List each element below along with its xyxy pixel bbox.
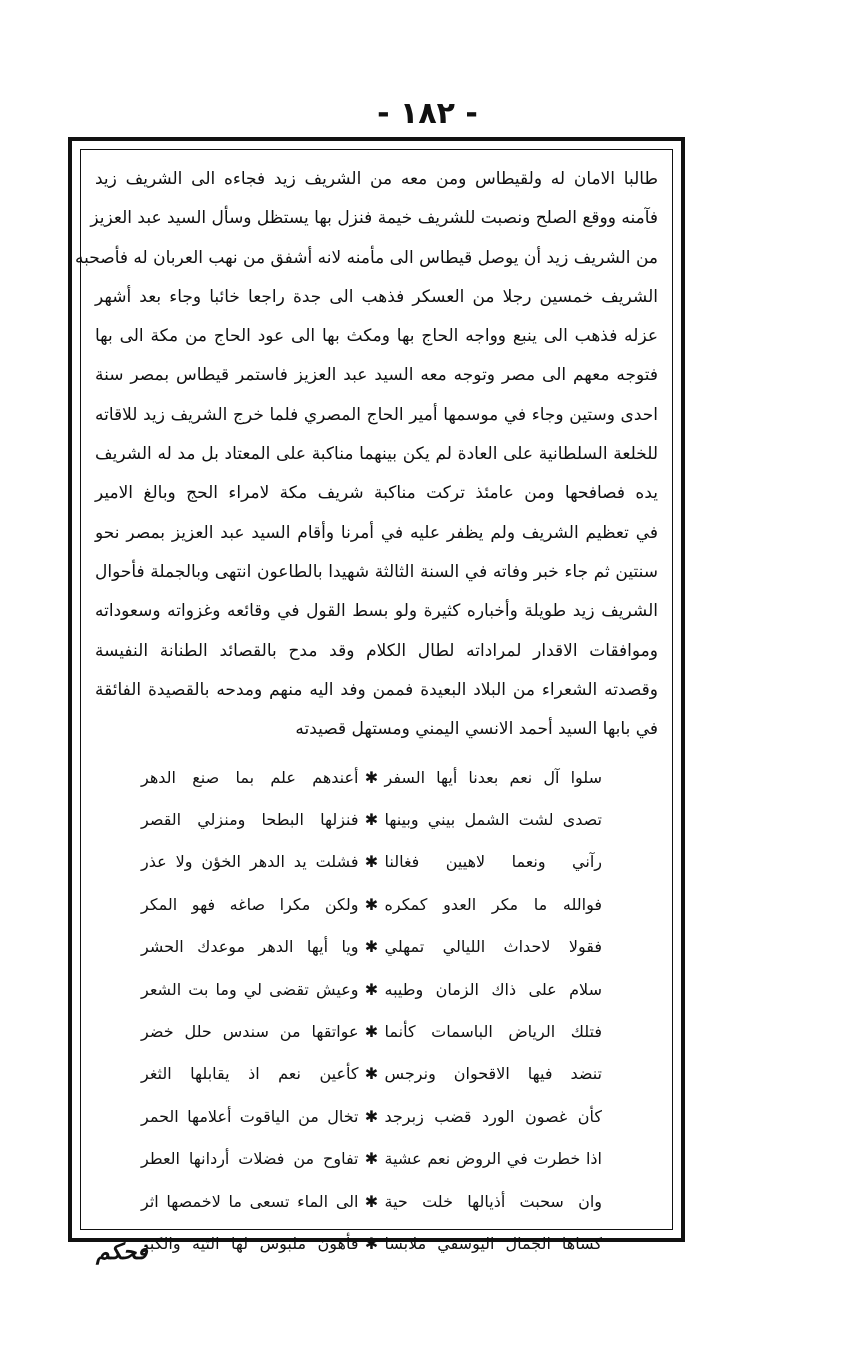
prose-line: فآمنه ووقع الصلح ونصبت للشريف خيمة فنزل بها يستظل وسأل السيد عبد العزيز: [90, 208, 658, 229]
verse-second-hemistich: ويا أيها الدهر موعدك الحشر: [141, 937, 359, 957]
star-separator-icon: ✱: [364, 894, 379, 914]
star-separator-icon: ✱: [364, 979, 379, 999]
verse-first-hemistich: سلام على ذاك الزمان وطيبه: [384, 979, 602, 999]
star-separator-icon: ✱: [364, 1064, 379, 1084]
poem-verse: [141, 841, 602, 883]
verse-second-hemistich: وعيش تقضى لي وما بت الشعر: [141, 979, 359, 999]
prose-line: وموافقات الاقدار لمراداته لطال الكلام وقد مدح بالقصائد الطنانة النفيسة: [95, 640, 658, 661]
prose-line: الشريف خمسين رجلا من العسكر فذهب الى جدة راجعا خائبا وجاء بعد أشهر: [95, 286, 658, 307]
verse-second-hemistich: الى الماء تسعى ما لاخمصها اثر: [141, 1191, 359, 1211]
catchword: فحكم: [96, 1240, 148, 1265]
prose-line: احدى وستين وجاء في موسمها أمير الحاج المصري فلما خرج الشريف زيد للاقاته: [95, 404, 658, 425]
verse-first-hemistich: فقولا لاحداث الليالي تمهلي: [384, 937, 602, 957]
poem-verse: [141, 1010, 602, 1052]
prose-line: سنتين ثم جاء خبر وفاته في السنة الثالثة شهيدا بالطاعون انتهى وبالجملة فأحوال: [95, 561, 658, 582]
verse-first-hemistich: سلوا آل نعم بعدنا أيها السفر: [384, 767, 602, 787]
verse-first-hemistich: كأن غصون الورد قضب زبرجد: [384, 1106, 602, 1126]
star-separator-icon: ✱: [364, 1233, 379, 1253]
poem-verse: [141, 883, 602, 925]
poem-block: [141, 756, 602, 1265]
star-separator-icon: ✱: [364, 937, 379, 957]
poem-verse: [141, 756, 602, 798]
verse-second-hemistich: أعندهم علم بما صنع الدهر: [141, 767, 359, 787]
prose-line: طالبا الامان له ولقيطاس ومن معه من الشريف زيد فجاءه الى الشريف زيد: [95, 169, 658, 189]
prose-line: في تعظيم الشريف ولم يظفر عليه في أمرنا وأقام السيد عبد العزيز بمصر نحو: [95, 522, 658, 543]
poem-verse: [141, 798, 602, 840]
poem-verse: [141, 1180, 602, 1222]
star-separator-icon: ✱: [364, 767, 379, 787]
star-separator-icon: ✱: [364, 1191, 379, 1211]
poem-verse: [141, 1138, 602, 1180]
star-separator-icon: ✱: [364, 810, 379, 830]
verse-first-hemistich: وان سحبت أذيالها خلت حية: [384, 1191, 602, 1211]
verse-first-hemistich: فوالله ما مكر العدو كمكره: [384, 894, 602, 914]
prose-line: الشريف زيد طويلة وأخباره كثيرة ولو بسط القول في وقائعه وغزواته وسعوداته: [95, 601, 658, 622]
poem-verse: [141, 1222, 602, 1264]
verse-first-hemistich: اذا خطرت في الروض نعم عشية: [384, 1149, 602, 1169]
verse-second-hemistich: كأعين نعم اذ يقابلها الثغر: [141, 1064, 359, 1084]
star-separator-icon: ✱: [364, 1149, 379, 1169]
poem-verse: [141, 926, 602, 968]
verse-second-hemistich: تخال من الياقوت أعلامها الحمر: [141, 1106, 359, 1126]
poem-verse: [141, 1095, 602, 1137]
prose-line: وقصدته الشعراء من البلاد البعيدة فممن وفد اليه منهم ومدحه بالقصيدة الفائقة: [95, 679, 658, 700]
prose-line: فتوجه معهم الى مصر وتوجه معه السيد عبد العزيز فاستمر قيطاس بمصر سنة: [95, 365, 658, 386]
verse-first-hemistich: تصدى لشت الشمل بيني وبينها: [384, 810, 602, 830]
star-separator-icon: ✱: [364, 1106, 379, 1126]
page-number: - ١٨٢ -: [377, 96, 478, 131]
star-separator-icon: ✱: [364, 1022, 379, 1042]
verse-second-hemistich: ولكن مكرا صاغه فهو المكر: [141, 894, 359, 914]
verse-first-hemistich: فتلك الرياض الباسمات كأنما: [384, 1022, 602, 1042]
verse-second-hemistich: عواتقها من سندس حلل خضر: [141, 1022, 359, 1042]
prose-line: في بابها السيد أحمد الانسي اليمني ومستهل قصيدته: [295, 719, 658, 740]
star-separator-icon: ✱: [364, 852, 379, 872]
poem-verse: [141, 968, 602, 1010]
verse-second-hemistich: فشلت يد الدهر الخؤن ولا عذر: [141, 852, 359, 872]
verse-second-hemistich: تفاوح من فضلات أردانها العطر: [141, 1149, 359, 1169]
verse-second-hemistich: فأهون ملبوس لها التيه والكبر: [141, 1233, 359, 1253]
prose-line: عزله فذهب الى ينبع وواجه الحاج بها ومكث بها الى عود الحاج من مكة الى بها: [95, 326, 658, 347]
prose-block: [75, 160, 658, 749]
prose-line: يده فصافحها ومن عامئذ تركت مناكبة شريف مكة لامراء الحج وبالغ الامير: [95, 483, 658, 504]
prose-line: من الشريف زيد أن يوصل قيطاس الى مأمنه لانه أشفق من نهب العربان له فأصحبه: [75, 247, 658, 268]
prose-line: للخلعة السلطانية على العادة لم يكن بينهما مناكبة على المعتاد بل مد له الشريف: [95, 444, 658, 465]
verse-first-hemistich: تنضد فيها الاقحوان ونرجس: [384, 1064, 602, 1084]
poem-verse: [141, 1053, 602, 1095]
verse-first-hemistich: رآني ونعما لاهيين فغالنا: [384, 852, 602, 872]
verse-first-hemistich: كساها الجمال اليوسفي ملابسا: [384, 1233, 602, 1253]
verse-second-hemistich: فنزلها البطحا ومنزلي القصر: [141, 810, 359, 830]
